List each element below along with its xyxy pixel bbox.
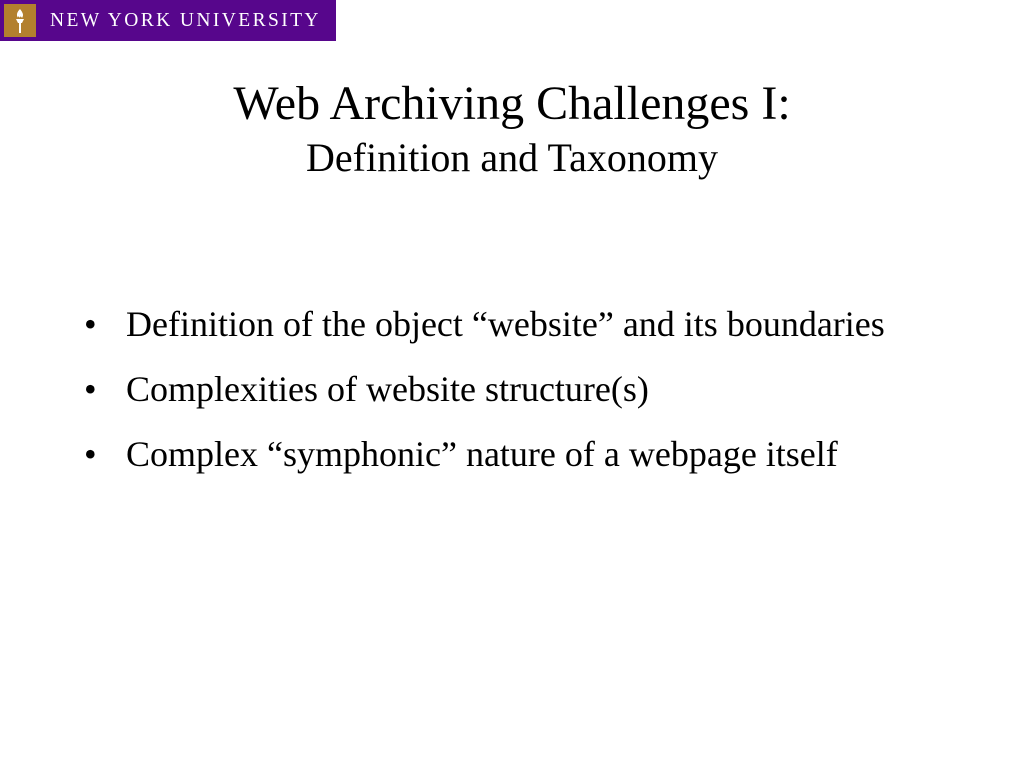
bullet-glyph: •	[84, 434, 97, 474]
torch-icon	[4, 4, 36, 37]
title-main: Web Archiving Challenges I:	[233, 77, 791, 130]
bullet-item	[84, 428, 944, 481]
logo-text: NEW YORK UNIVERSITY	[50, 9, 321, 31]
slide-title	[0, 74, 1024, 184]
bullet-text: Definition of the object “website” and its boundaries	[126, 304, 885, 344]
bullet-item	[84, 298, 944, 351]
bullet-glyph: •	[84, 304, 97, 344]
title-subtitle: Definition and Taxonomy	[306, 135, 718, 180]
nyu-logo-banner	[0, 0, 336, 41]
bullet-text: Complexities of website structure(s)	[126, 369, 649, 409]
bullet-list	[84, 298, 944, 493]
bullet-text: Complex “symphonic” nature of a webpage itself	[126, 434, 838, 474]
bullet-item	[84, 363, 944, 416]
bullet-glyph: •	[84, 369, 97, 409]
